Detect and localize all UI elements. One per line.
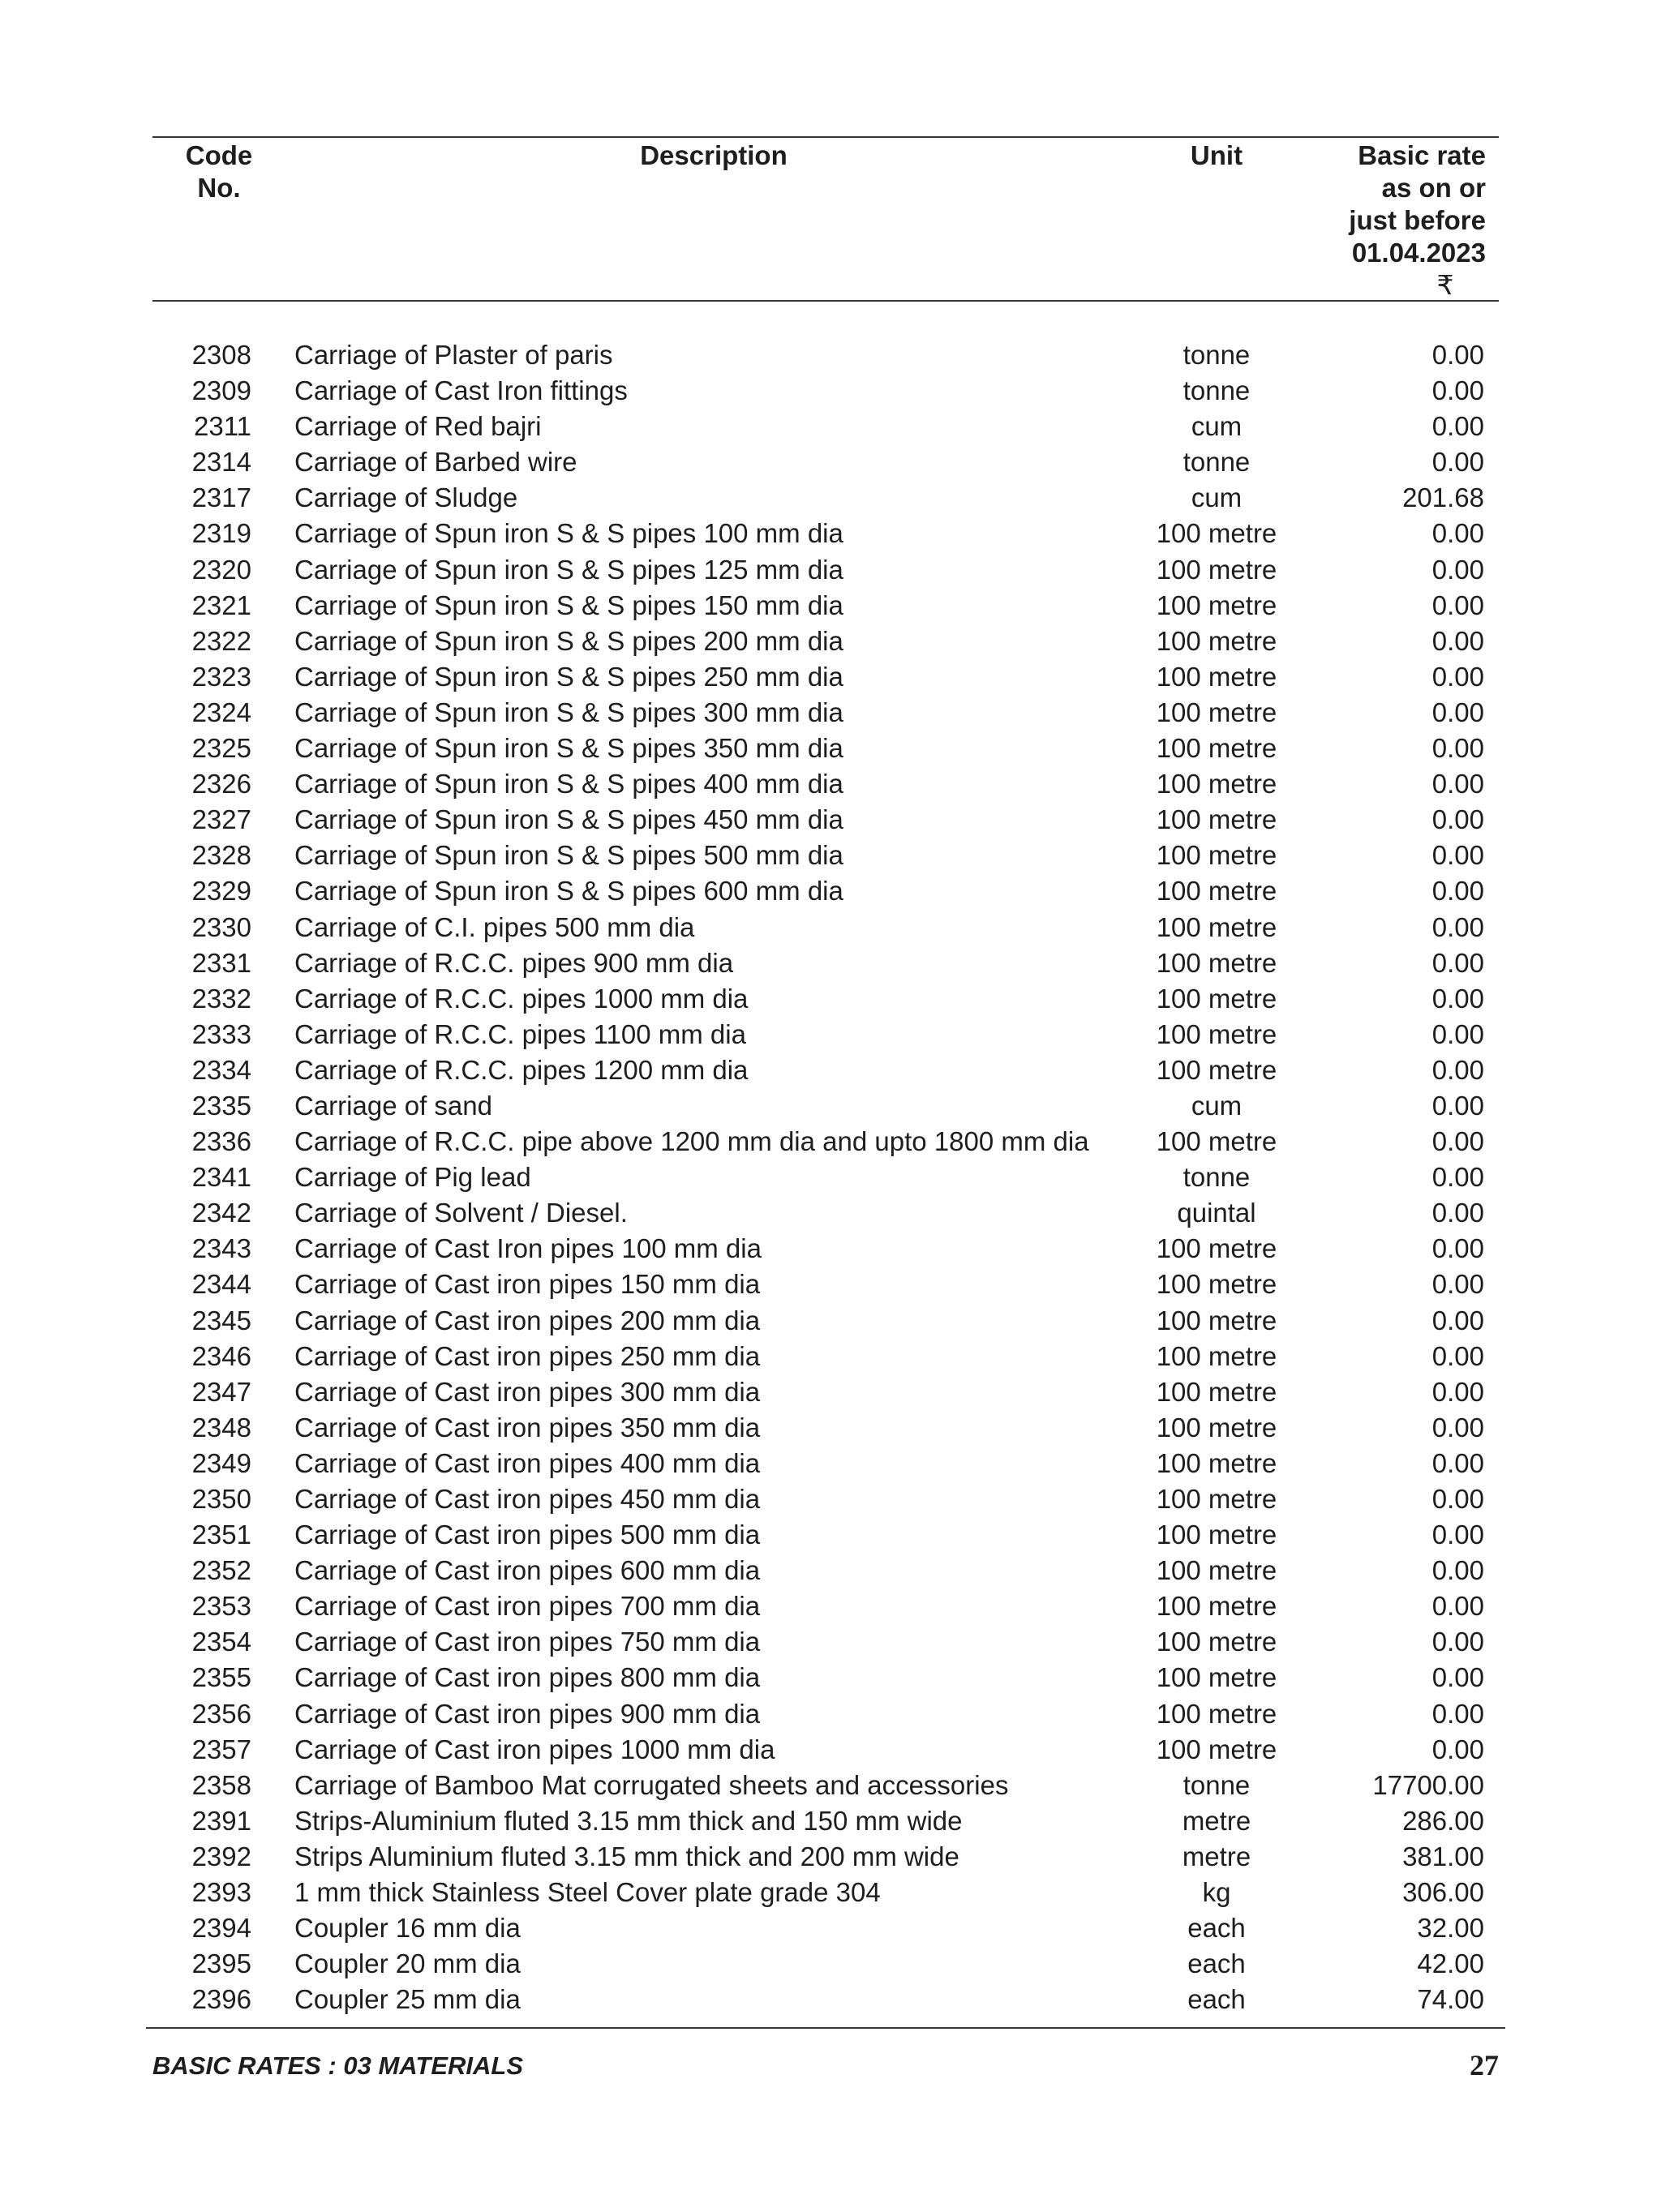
row-unit: 100 metre [1156, 1054, 1277, 1085]
header-code [170, 139, 268, 204]
row-rate: 0.00 [1431, 1520, 1484, 1550]
header-bottom-rule [152, 300, 1499, 302]
row-code: 2320 [191, 554, 251, 585]
row-code: 2342 [191, 1198, 251, 1228]
row-description: Carriage of Cast iron pipes 750 mm dia [294, 1627, 761, 1657]
row-unit: 100 metre [1156, 1269, 1277, 1300]
row-unit: 100 metre [1156, 625, 1277, 656]
row-unit: 100 metre [1156, 1340, 1277, 1371]
footer-section-title: BASIC RATES : 03 MATERIALS [152, 2051, 523, 2080]
table-row [0, 1231, 1661, 1267]
row-rate: 0.00 [1431, 1269, 1484, 1300]
row-code: 2319 [191, 518, 251, 549]
row-unit: 100 metre [1156, 1662, 1277, 1693]
row-code: 2330 [191, 911, 251, 942]
row-unit: quintal [1177, 1198, 1256, 1228]
table-row [0, 480, 1661, 516]
row-unit: tonne [1182, 1162, 1251, 1193]
row-rate: 74.00 [1417, 1984, 1484, 2015]
row-code: 2395 [191, 1948, 251, 1979]
row-rate: 0.00 [1431, 1627, 1484, 1657]
row-rate: 0.00 [1431, 1698, 1484, 1729]
row-code: 2394 [191, 1913, 251, 1944]
row-unit: 100 metre [1156, 1376, 1277, 1407]
row-code: 2335 [191, 1090, 251, 1121]
row-description: Carriage of C.I. pipes 500 mm dia [294, 911, 695, 942]
row-unit: 100 metre [1156, 518, 1277, 549]
table-row [0, 409, 1661, 444]
row-code: 2356 [191, 1698, 251, 1729]
row-description: Carriage of R.C.C. pipes 1000 mm dia [294, 983, 749, 1014]
row-description: Carriage of Cast iron pipes 500 mm dia [294, 1520, 761, 1550]
row-rate: 0.00 [1431, 1126, 1484, 1157]
table-row [0, 1803, 1661, 1839]
row-description: Carriage of R.C.C. pipes 1100 mm dia [294, 1018, 746, 1049]
table-row [0, 1124, 1661, 1160]
page-number: 27 [1470, 2049, 1499, 2081]
table-row [0, 1446, 1661, 1481]
row-description: Carriage of Spun iron S & S pipes 250 mm dia [294, 661, 843, 692]
row-rate: 0.00 [1431, 697, 1484, 727]
row-rate: 0.00 [1431, 625, 1484, 656]
row-code: 2343 [191, 1233, 251, 1264]
row-unit: 100 metre [1156, 876, 1277, 907]
row-rate: 0.00 [1431, 1591, 1484, 1622]
row-code: 2322 [191, 625, 251, 656]
row-description: Carriage of Cast iron pipes 200 mm dia [294, 1305, 761, 1335]
row-description: Carriage of Spun iron S & S pipes 450 mm dia [294, 804, 843, 835]
row-description: Carriage of sand [294, 1090, 492, 1121]
table-row [0, 1910, 1661, 1946]
row-unit: metre [1182, 1841, 1251, 1871]
row-unit: 100 metre [1156, 769, 1277, 799]
row-rate: 0.00 [1431, 733, 1484, 764]
row-rate: 0.00 [1431, 1412, 1484, 1443]
row-description: Carriage of Red bajri [294, 411, 542, 442]
row-unit: 100 metre [1156, 1484, 1277, 1514]
table-row [0, 659, 1661, 695]
row-rate: 201.68 [1402, 482, 1484, 513]
row-unit: 100 metre [1156, 1233, 1277, 1264]
row-unit: 100 metre [1156, 1734, 1277, 1764]
row-description: Carriage of Barbed wire [294, 447, 577, 478]
row-unit: 100 metre [1156, 1447, 1277, 1478]
header-description-label: Description [640, 140, 788, 170]
row-code: 2334 [191, 1054, 251, 1085]
row-rate: 42.00 [1417, 1948, 1484, 1979]
row-description: Carriage of Cast iron pipes 800 mm dia [294, 1662, 761, 1693]
table-row [0, 624, 1661, 659]
row-unit: 100 metre [1156, 1698, 1277, 1729]
row-description: Carriage of Spun iron S & S pipes 125 mm dia [294, 554, 843, 585]
rates-table-body [0, 337, 1661, 2017]
table-row [0, 1052, 1661, 1088]
header-unit [1144, 139, 1290, 172]
row-rate: 0.00 [1431, 804, 1484, 835]
row-code: 2355 [191, 1662, 251, 1693]
row-unit: 100 metre [1156, 1555, 1277, 1586]
row-rate: 306.00 [1402, 1877, 1484, 1908]
row-description: Carriage of Spun iron S & S pipes 500 mm dia [294, 840, 843, 871]
row-rate: 0.00 [1431, 840, 1484, 871]
header-rate-line: Basic rate [1358, 140, 1486, 170]
row-unit: 100 metre [1156, 697, 1277, 727]
table-row [0, 945, 1661, 981]
table-row [0, 1195, 1661, 1231]
row-code: 2346 [191, 1340, 251, 1371]
row-unit: 100 metre [1156, 733, 1277, 764]
row-description: Carriage of Cast iron pipes 350 mm dia [294, 1412, 761, 1443]
row-description: Carriage of Spun iron S & S pipes 350 mm dia [294, 733, 843, 764]
table-row [0, 731, 1661, 766]
row-unit: 100 metre [1156, 804, 1277, 835]
row-description: Carriage of Sludge [294, 482, 518, 513]
row-code: 2345 [191, 1305, 251, 1335]
row-unit: metre [1182, 1805, 1251, 1836]
row-description: Carriage of Spun iron S & S pipes 300 mm dia [294, 697, 843, 727]
row-description: 1 mm thick Stainless Steel Cover plate grade 304 [294, 1877, 881, 1908]
header-description [487, 139, 941, 172]
row-rate: 0.00 [1431, 1484, 1484, 1514]
row-code: 2311 [194, 411, 251, 442]
header-top-rule [152, 136, 1499, 138]
row-code: 2354 [191, 1627, 251, 1657]
table-row [0, 1839, 1661, 1875]
row-code: 2344 [191, 1269, 251, 1300]
row-code: 2393 [191, 1877, 251, 1908]
row-description: Carriage of R.C.C. pipes 1200 mm dia [294, 1054, 749, 1085]
header-unit-label: Unit [1190, 140, 1243, 170]
table-row [0, 373, 1661, 409]
row-rate: 32.00 [1417, 1913, 1484, 1944]
row-rate: 17700.00 [1372, 1769, 1484, 1800]
row-rate: 0.00 [1431, 911, 1484, 942]
row-description: Carriage of Cast iron pipes 300 mm dia [294, 1376, 761, 1407]
row-rate: 0.00 [1431, 1162, 1484, 1193]
header-rate-line: just before [1349, 205, 1486, 235]
row-unit: 100 metre [1156, 1018, 1277, 1049]
row-unit: 100 metre [1156, 1591, 1277, 1622]
table-row [0, 444, 1661, 480]
table-row [0, 1553, 1661, 1588]
row-code: 2314 [191, 447, 251, 478]
row-code: 2328 [191, 840, 251, 871]
row-rate: 0.00 [1431, 554, 1484, 585]
row-rate: 0.00 [1431, 1340, 1484, 1371]
row-code: 2341 [191, 1162, 251, 1193]
row-unit: each [1187, 1948, 1246, 1979]
row-code: 2333 [191, 1018, 251, 1049]
row-description: Coupler 16 mm dia [294, 1913, 521, 1944]
table-row [0, 1946, 1661, 1982]
row-rate: 0.00 [1431, 1662, 1484, 1693]
table-row [0, 1982, 1661, 2017]
row-code: 2351 [191, 1520, 251, 1550]
row-rate: 0.00 [1431, 1198, 1484, 1228]
row-unit: tonne [1182, 1769, 1251, 1800]
row-description: Carriage of R.C.C. pipe above 1200 mm dia and upto 1800 mm dia [294, 1126, 1089, 1157]
row-description: Coupler 25 mm dia [294, 1984, 521, 2015]
row-rate: 0.00 [1431, 1555, 1484, 1586]
row-rate: 0.00 [1431, 1447, 1484, 1478]
row-unit: 100 metre [1156, 911, 1277, 942]
row-rate: 0.00 [1431, 1376, 1484, 1407]
row-unit: tonne [1182, 340, 1251, 370]
row-code: 2350 [191, 1484, 251, 1514]
row-unit: 100 metre [1156, 983, 1277, 1014]
row-rate: 0.00 [1431, 1734, 1484, 1764]
row-code: 2308 [191, 340, 251, 370]
row-unit: 100 metre [1156, 1126, 1277, 1157]
table-row [0, 838, 1661, 873]
row-unit: tonne [1182, 375, 1251, 406]
table-row [0, 1017, 1661, 1052]
row-code: 2358 [191, 1769, 251, 1800]
row-description: Carriage of Spun iron S & S pipes 150 mm dia [294, 589, 843, 620]
row-unit: 100 metre [1156, 1627, 1277, 1657]
row-unit: 100 metre [1156, 661, 1277, 692]
row-description: Carriage of Cast iron pipes 600 mm dia [294, 1555, 761, 1586]
header-code-line: Code [185, 140, 253, 170]
row-rate: 0.00 [1431, 447, 1484, 478]
row-code: 2349 [191, 1447, 251, 1478]
table-row [0, 766, 1661, 802]
row-rate: 0.00 [1431, 1054, 1484, 1085]
row-rate: 0.00 [1431, 983, 1484, 1014]
table-row [0, 1088, 1661, 1124]
table-row [0, 910, 1661, 945]
table-row [0, 1588, 1661, 1624]
row-code: 2321 [191, 589, 251, 620]
table-row [0, 1875, 1661, 1910]
row-rate: 0.00 [1431, 1018, 1484, 1049]
rupee-symbol: ₹ [1436, 270, 1454, 300]
table-row [0, 1303, 1661, 1339]
row-unit: 100 metre [1156, 1305, 1277, 1335]
row-description: Carriage of Spun iron S & S pipes 100 mm dia [294, 518, 843, 549]
table-row [0, 1339, 1661, 1374]
row-description: Carriage of Cast iron pipes 150 mm dia [294, 1269, 761, 1300]
row-description: Carriage of Spun iron S & S pipes 200 mm dia [294, 625, 843, 656]
table-row [0, 1160, 1661, 1195]
table-row [0, 873, 1661, 909]
row-rate: 0.00 [1431, 876, 1484, 907]
table-row [0, 1624, 1661, 1660]
table-row [0, 1481, 1661, 1517]
row-rate: 0.00 [1431, 375, 1484, 406]
table-row [0, 1374, 1661, 1410]
table-row [0, 1660, 1661, 1695]
row-description: Carriage of Cast iron pipes 700 mm dia [294, 1591, 761, 1622]
row-rate: 0.00 [1431, 340, 1484, 370]
row-description: Coupler 20 mm dia [294, 1948, 521, 1979]
table-row [0, 1517, 1661, 1553]
row-unit: kg [1202, 1877, 1231, 1908]
table-row [0, 337, 1661, 373]
header-rate-line: 01.04.2023 [1351, 238, 1486, 268]
row-unit: cum [1191, 411, 1243, 442]
row-description: Carriage of R.C.C. pipes 900 mm dia [294, 947, 734, 978]
table-row [0, 552, 1661, 588]
table-bottom-rule [146, 2027, 1505, 2029]
row-description: Carriage of Cast Iron pipes 100 mm dia [294, 1233, 762, 1264]
header-rate-line: as on or [1381, 173, 1486, 203]
row-rate: 0.00 [1431, 769, 1484, 799]
row-unit: 100 metre [1156, 840, 1277, 871]
row-description: Carriage of Cast iron pipes 900 mm dia [294, 1698, 761, 1729]
row-code: 2332 [191, 983, 251, 1014]
row-code: 2357 [191, 1734, 251, 1764]
row-unit: cum [1191, 1090, 1243, 1121]
row-code: 2323 [191, 661, 251, 692]
row-code: 2329 [191, 876, 251, 907]
row-description: Carriage of Solvent / Diesel. [294, 1198, 628, 1228]
header-code-line: No. [197, 173, 241, 203]
row-description: Carriage of Cast iron pipes 400 mm dia [294, 1447, 761, 1478]
row-unit: cum [1191, 482, 1243, 513]
table-row [0, 695, 1661, 731]
row-code: 2391 [191, 1805, 251, 1836]
row-code: 2325 [191, 733, 251, 764]
row-code: 2392 [191, 1841, 251, 1871]
row-description: Carriage of Cast iron pipes 250 mm dia [294, 1340, 761, 1371]
table-row [0, 1267, 1661, 1302]
row-description: Carriage of Plaster of paris [294, 340, 613, 370]
row-rate: 0.00 [1431, 947, 1484, 978]
row-code: 2327 [191, 804, 251, 835]
table-row [0, 516, 1661, 551]
row-description: Carriage of Cast iron pipes 1000 mm dia [294, 1734, 775, 1764]
row-code: 2396 [191, 1984, 251, 2015]
row-code: 2324 [191, 697, 251, 727]
row-code: 2331 [191, 947, 251, 978]
table-row [0, 1768, 1661, 1803]
table-row [0, 1410, 1661, 1446]
table-row [0, 802, 1661, 838]
row-rate: 381.00 [1402, 1841, 1484, 1871]
row-unit: each [1187, 1984, 1246, 2015]
row-code: 2352 [191, 1555, 251, 1586]
header-rate [1298, 139, 1486, 302]
row-code: 2353 [191, 1591, 251, 1622]
row-unit: each [1187, 1913, 1246, 1944]
table-row [0, 1696, 1661, 1732]
row-unit: 100 metre [1156, 1412, 1277, 1443]
row-rate: 0.00 [1431, 1233, 1484, 1264]
row-unit: 100 metre [1156, 1520, 1277, 1550]
row-description: Strips Aluminium fluted 3.15 mm thick and 200 mm wide [294, 1841, 959, 1871]
row-description: Carriage of Cast iron pipes 450 mm dia [294, 1484, 761, 1514]
row-rate: 0.00 [1431, 661, 1484, 692]
row-rate: 0.00 [1431, 1305, 1484, 1335]
row-description: Carriage of Spun iron S & S pipes 600 mm dia [294, 876, 843, 907]
row-unit: 100 metre [1156, 947, 1277, 978]
row-code: 2309 [191, 375, 251, 406]
table-row [0, 1732, 1661, 1768]
row-rate: 0.00 [1431, 1090, 1484, 1121]
row-rate: 0.00 [1431, 589, 1484, 620]
row-rate: 0.00 [1431, 411, 1484, 442]
row-code: 2347 [191, 1376, 251, 1407]
table-row [0, 981, 1661, 1017]
row-code: 2317 [191, 482, 251, 513]
row-unit: 100 metre [1156, 589, 1277, 620]
row-code: 2336 [191, 1126, 251, 1157]
row-description: Carriage of Bamboo Mat corrugated sheets and accessories [294, 1769, 1009, 1800]
row-unit: tonne [1182, 447, 1251, 478]
row-code: 2326 [191, 769, 251, 799]
row-description: Carriage of Spun iron S & S pipes 400 mm dia [294, 769, 843, 799]
row-description: Carriage of Pig lead [294, 1162, 531, 1193]
row-description: Strips-Aluminium fluted 3.15 mm thick and 150 mm wide [294, 1805, 963, 1836]
row-description: Carriage of Cast Iron fittings [294, 375, 628, 406]
row-rate: 286.00 [1402, 1805, 1484, 1836]
table-row [0, 588, 1661, 624]
row-rate: 0.00 [1431, 518, 1484, 549]
row-code: 2348 [191, 1412, 251, 1443]
row-unit: 100 metre [1156, 554, 1277, 585]
